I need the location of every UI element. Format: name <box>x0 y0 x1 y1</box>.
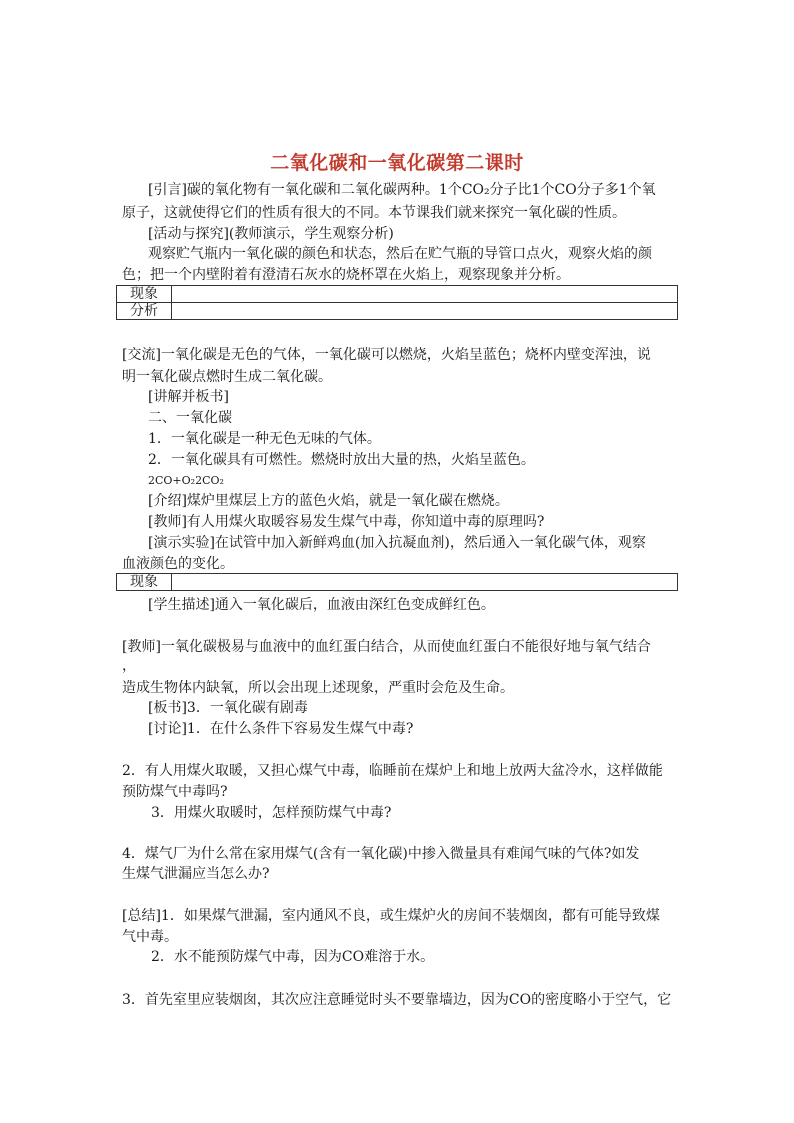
table-cell-empty <box>172 574 678 591</box>
text-line: 造成生物体内缺氧，所以会出现上述现象，严重时会危及生命。 <box>122 680 514 696</box>
text-line: 二、一氧化碳 <box>148 410 232 426</box>
observation-table <box>116 285 678 320</box>
text-line: 色；把一个内壁附着有澄清石灰水的烧杯罩在火焰上，观察现象并分析。 <box>122 267 570 283</box>
text-line: 2．一氧化碳具有可燃性。燃烧时放出大量的热，火焰呈蓝色。 <box>148 452 535 468</box>
text-line: 1．一氧化碳是一种无色无味的气体。 <box>148 431 381 447</box>
table-cell-empty <box>172 286 678 303</box>
text-line: 4．煤气厂为什么常在家用煤气(含有一氧化碳)中掺入微量具有难闻气味的气体?如发 <box>122 846 640 862</box>
text-line: [介绍]煤炉里煤层上方的蓝色火焰，就是一氧化碳在燃烧。 <box>148 493 509 509</box>
text-line: ， <box>122 658 136 674</box>
text-line: [总结]1．如果煤气泄漏，室内通风不良，或生煤炉火的房间不装烟囱，都有可能导致煤 <box>122 908 660 924</box>
text-line: [演示实验]在试管中加入新鲜鸡血(加入抗凝血剂)，然后通入一氧化碳气体，观察 <box>148 535 646 551</box>
text-line: 生煤气泄漏应当怎么办? <box>122 866 270 882</box>
text-line: 3．用煤火取暖时，怎样预防煤气中毒? <box>151 805 392 821</box>
text-line: 预防煤气中毒吗? <box>122 784 228 800</box>
text-line: [交流]一氧化碳是无色的气体，一氧化碳可以燃烧，火焰呈蓝色；烧杯内壁变浑浊，说 <box>122 347 651 363</box>
text-line: 2．有人用煤火取暖，又担心煤气中毒，临睡前在煤炉上和地上放两大盆冷水，这样做能 <box>122 763 663 779</box>
text-line: 气中毒。 <box>122 929 178 945</box>
table-label-observation: 现象 <box>117 574 172 591</box>
text-line: [讲解并板书] <box>148 389 229 405</box>
blood-observation-table <box>116 573 678 591</box>
text-line: 血液颜色的变化。 <box>122 556 234 572</box>
text-line: 2．水不能预防煤气中毒，因为CO难溶于水。 <box>151 949 435 965</box>
text-line: [学生描述]通入一氧化碳后，血液由深红色变成鲜红色。 <box>148 597 495 613</box>
page-title: 二氧化碳和一氧化碳第二课时 <box>270 152 524 174</box>
text-line: [板书]3．一氧化碳有剧毒 <box>148 700 308 716</box>
text-line: [教师]有人用煤火取暖容易发生煤气中毒，你知道中毒的原理吗? <box>148 514 545 530</box>
text-line: 原子，这就使得它们的性质有很大的不同。本节课我们就来探究一氧化碳的性质。 <box>122 205 626 221</box>
text-line: [讨论]1．在什么条件下容易发生煤气中毒? <box>148 721 414 737</box>
text-line: [教师]一氧化碳极易与血液中的血红蛋白结合，从而使血红蛋白不能很好地与氧气结合 <box>122 639 651 655</box>
table-label-observation: 现象 <box>117 286 172 303</box>
table-cell-empty <box>172 303 678 320</box>
chemical-equation: 2CO+O₂2CO₂ <box>148 474 224 487</box>
text-line: [活动与探究](教师演示，学生观察分析) <box>148 226 394 242</box>
text-line: 观察贮气瓶内一氧化碳的颜色和状态，然后在贮气瓶的导管口点火，观察火焰的颜 <box>148 246 652 262</box>
text-line: 明一氧化碳点燃时生成二氧化碳。 <box>122 369 332 385</box>
text-line: [引言]碳的氧化物有一氧化碳和二氧化碳两种。1个CO₂分子比1个CO分子多1个氧 <box>148 182 656 198</box>
text-line: 3．首先室里应装烟囱，其次应注意睡觉时头不要靠墙边，因为CO的密度略小于空气，它 <box>122 992 672 1008</box>
table-label-analysis: 分析 <box>117 303 172 320</box>
